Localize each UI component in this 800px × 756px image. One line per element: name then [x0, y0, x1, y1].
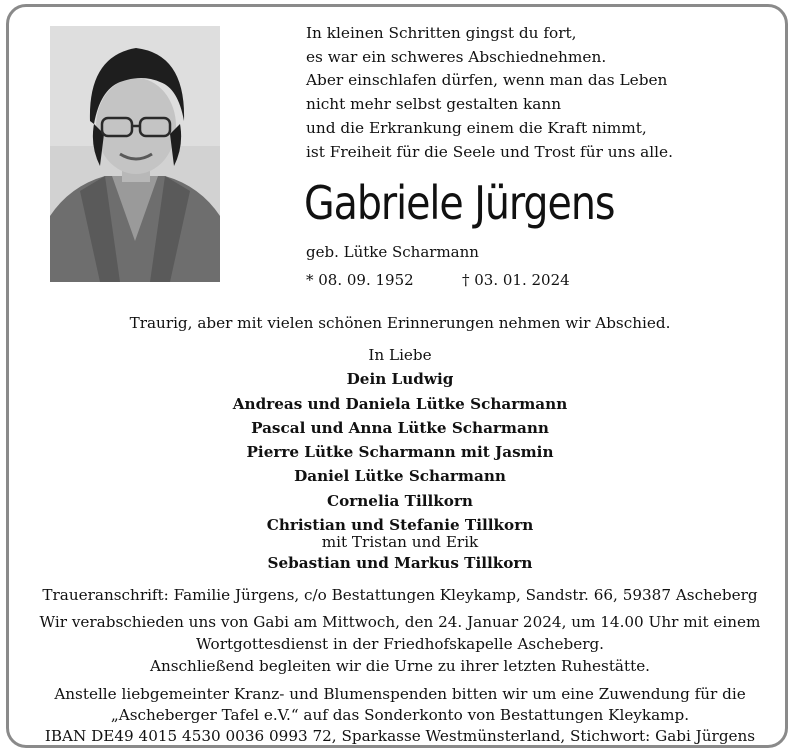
donation-line: „Ascheberger Tafel e.V.“ auf das Sonderkonto von Bestattungen Kleykamp.: [110, 706, 690, 724]
portrait-photo: [50, 26, 220, 282]
mourner: Cornelia Tillkorn: [327, 491, 473, 510]
donation-line: Anstelle liebgemeinter Kranz- und Blumenspenden bitten wir um eine Zuwendung für die: [54, 685, 746, 703]
poem-line: es war ein schweres Abschiednehmen.: [306, 47, 607, 66]
poem: [306, 22, 766, 164]
life-dates: [306, 270, 570, 290]
mourners-list: [0, 343, 800, 576]
poem-line: Aber einschlafen dürfen, wenn man das Leben: [306, 71, 668, 90]
funeral-details: [0, 611, 800, 677]
maiden-name: geb. Lütke Scharmann: [306, 243, 479, 261]
mourner: Sebastian und Markus Tillkorn: [267, 554, 533, 573]
birth-date: * 08. 09. 1952: [306, 271, 414, 289]
mourner: Pascal und Anna Lütke Scharmann: [251, 418, 549, 437]
mourner: Pierre Lütke Scharmann mit Jasmin: [246, 443, 554, 462]
mourner: Daniel Lütke Scharmann: [294, 467, 506, 486]
mourner: Christian und Stefanie Tillkorn: [266, 516, 534, 535]
poem-line: und die Erkrankung einem die Kraft nimmt,: [306, 118, 647, 137]
donation-line: IBAN DE49 4015 4530 0036 0993 72, Sparkasse Westmünsterland, Stichwort: Gabi Jürgens: [44, 727, 756, 745]
donation-info: [0, 684, 800, 747]
greeting: In Liebe: [368, 346, 432, 364]
death-date: † 03. 01. 2024: [462, 271, 570, 289]
poem-line: In kleinen Schritten gingst du fort,: [306, 24, 577, 42]
deceased-name: Gabriele Jürgens: [304, 176, 615, 230]
mourner-note: mit Tristan und Erik: [321, 533, 479, 552]
mourning-address: Traueranschrift: Familie Jürgens, c/o Bestattungen Kleykamp, Sandstr. 66, 59387 Ascheberg: [42, 586, 758, 604]
funeral-line: Wir verabschieden uns von Gabi am Mittwoch, den 24. Januar 2024, um 14.00 Uhr mit einem: [39, 613, 761, 631]
intro-text: Traurig, aber mit vielen schönen Erinnerungen nehmen wir Abschied.: [129, 314, 671, 332]
mourner: Dein Ludwig: [346, 370, 454, 389]
funeral-line: Anschließend begleiten wir die Urne zu ihrer letzten Ruhestätte.: [149, 657, 651, 675]
mourner: Andreas und Daniela Lütke Scharmann: [232, 394, 568, 413]
poem-line: ist Freiheit für die Seele und Trost für uns alle.: [306, 142, 673, 161]
poem-line: nicht mehr selbst gestalten kann: [306, 95, 562, 114]
funeral-line: Wortgottesdienst in der Friedhofskapelle Ascheberg.: [195, 635, 605, 653]
